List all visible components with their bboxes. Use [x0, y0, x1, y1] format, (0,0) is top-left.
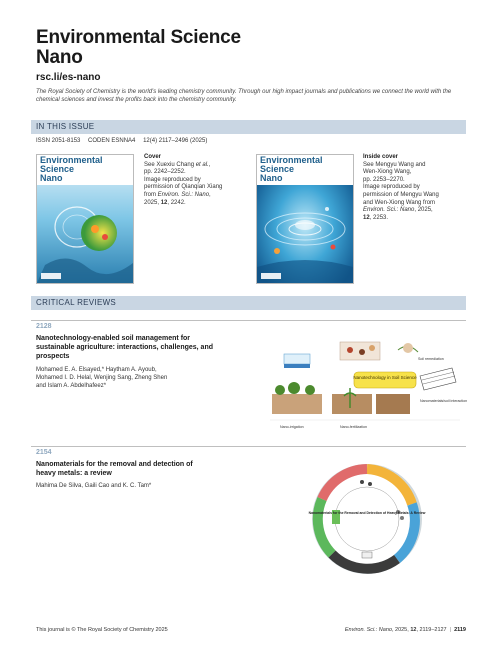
- review1-authors-l2: Mohamed I. D. Helal, Wenjing Sang, Zheng Shen: [36, 375, 168, 381]
- footer-year: , 2025,: [391, 627, 411, 633]
- cover-journal: Environ. Sci.: Nano: [157, 191, 210, 198]
- fig-label-nano-soil: Nanomaterials/soil interaction: [420, 399, 468, 403]
- review2-title-l1: Nanomaterials for the removal and detection of: [36, 461, 193, 468]
- cover-line5-comma: ,: [209, 191, 211, 198]
- critical-reviews-bar: [31, 296, 466, 310]
- cover-line5: [144, 192, 234, 200]
- cover-volume: 12: [160, 199, 168, 206]
- in-this-issue-bar: [31, 120, 466, 134]
- review-page-number: 2154: [36, 449, 52, 456]
- inside-cover-line2: Wen-Xiong Wang,: [363, 169, 412, 176]
- cover-line5-text: from: [144, 191, 158, 198]
- cover-heading: Cover: [144, 154, 162, 160]
- in-this-issue-label: IN THIS ISSUE: [36, 122, 95, 131]
- inside-cover-heading: Inside cover: [363, 154, 399, 160]
- cover-page: , 2242.: [167, 199, 186, 206]
- journal-url-link[interactable]: rsc.li/es-nano: [36, 72, 101, 83]
- review1-title-l1: Nanotechnology-enabled soil management for: [36, 335, 191, 342]
- fig-label-soil-remediation: Soil remediation: [418, 357, 444, 361]
- review2-fig-center: Nanomaterials for the Removal and Detection of Heavy Metals: A Review: [308, 511, 426, 515]
- issn-line: [36, 138, 213, 144]
- inside-cover-img-title-1: Environmental: [260, 155, 323, 165]
- inside-cover-line7: [363, 207, 453, 215]
- cover-caption: [144, 154, 234, 207]
- issn: ISSN 2051-8153: [36, 138, 81, 144]
- cover-img-title-3: Nano: [40, 173, 63, 183]
- inside-cover-image-title: [260, 156, 323, 183]
- footer-page-number: 2119: [454, 627, 466, 633]
- cover-line2: pp. 2242–2252.: [144, 169, 186, 176]
- cover-img-title-1: Environmental: [40, 155, 103, 165]
- footer-journal: Environ. Sci.: Nano: [344, 627, 392, 633]
- footer-pages: , 2119–2127: [416, 627, 447, 633]
- footer-citation: [345, 627, 466, 633]
- inside-cover-caption: [363, 154, 453, 222]
- review2-authors-l1: Mahima De Silva, Gaili Cao and K. C. Tam*: [36, 483, 152, 489]
- critical-reviews-label: CRITICAL REVIEWS: [36, 298, 117, 307]
- cover-image-title: [40, 156, 103, 183]
- review-authors: [36, 482, 256, 490]
- cover-year: 2025,: [144, 199, 161, 206]
- inside-cover-line8: [363, 215, 453, 223]
- review1-title-l2: sustainable agriculture: interactions, challenges, and: [36, 344, 213, 351]
- cover-line1: [144, 162, 234, 170]
- footer-volume: 12: [410, 627, 417, 633]
- review1-title-l3: prospects: [36, 353, 70, 360]
- fig-label-nano-fertilization: Nano-fertilization: [340, 425, 367, 429]
- review-authors: [36, 366, 256, 390]
- review2-title-l2: heavy metals: a review: [36, 470, 112, 477]
- journal-title: [36, 28, 336, 68]
- footer-separator: |: [449, 627, 452, 633]
- review1-graphical-abstract[interactable]: [270, 338, 468, 438]
- inside-cover-journal: Environ. Sci.: Nano: [363, 207, 415, 214]
- inside-cover-img-title-3: Nano: [260, 173, 283, 183]
- review1-authors-l3: and Islam A. Abdelhafeez*: [36, 383, 107, 389]
- review-title-link[interactable]: [36, 334, 266, 361]
- inside-cover-img-title-2: Science: [260, 164, 295, 174]
- inside-cover-line1: See Mengyu Wang and: [363, 161, 426, 168]
- review1-fig-center: Nanotechnology in Soil Science: [353, 375, 417, 380]
- review1-authors-l1: Mohamed E. A. Elsayed,* Haytham A. Ayoub,: [36, 367, 157, 373]
- coden: CODEN ESNNA4: [88, 138, 136, 144]
- cover-line4: permission of Qianqian Xiang: [144, 184, 223, 191]
- inside-cover-line4: Image reproduced by: [363, 184, 420, 191]
- review-page-number: 2128: [36, 323, 52, 330]
- inside-cover-line6: and Wen-Xiong Wang from: [363, 199, 436, 206]
- review-divider: [31, 446, 466, 447]
- inside-cover-line5: permission of Mengyu Wang: [363, 191, 439, 198]
- cover-line3: Image reproduced by: [144, 176, 201, 183]
- cover-etal: et al.: [195, 161, 209, 168]
- fig-label-nano-irrigation: Nano-irrigation: [280, 425, 304, 429]
- review-title-link[interactable]: [36, 460, 266, 478]
- journal-title-line1: Environmental Science: [36, 27, 241, 48]
- inside-cover-line3: pp. 2253–2270.: [363, 176, 405, 183]
- cover-line6: [144, 200, 234, 208]
- cover-img-title-2: Science: [40, 164, 75, 174]
- inside-cover-year: , 2025,: [414, 207, 433, 214]
- rsc-blurb: The Royal Society of Chemistry is the world's leading chemistry community. Through our high impact journals and publications we connect the world with the chemical sciences and invest the profits back into the chemistry community.: [36, 89, 452, 103]
- inside-cover-page: , 2253.: [369, 214, 389, 221]
- review2-graphical-abstract[interactable]: [308, 464, 426, 574]
- review-divider: [31, 320, 466, 321]
- journal-title-line2: Nano: [36, 47, 83, 68]
- issue-range: 12(4) 2117–2496 (2025): [143, 138, 208, 144]
- inside-cover-volume: 12: [363, 214, 370, 221]
- cover-line1-text: See Xuexiu Chang: [144, 161, 196, 168]
- cover-line1-comma: ,: [208, 161, 211, 168]
- footer-copyright: This journal is © The Royal Society of Chemistry 2025: [36, 627, 168, 633]
